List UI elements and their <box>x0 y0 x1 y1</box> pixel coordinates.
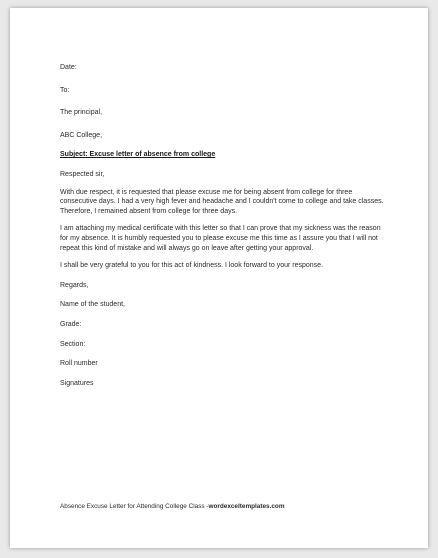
institution-line: ABC College, <box>60 131 103 139</box>
salutation: Respected sir, <box>60 170 105 178</box>
recipient-line: The principal, <box>60 109 103 117</box>
footer-site: wordexceltemplates.com <box>208 503 285 510</box>
page-footer <box>60 503 285 510</box>
paragraph-3: I shall be very grateful to you for this act of kindness. I look forward to your response. <box>60 262 324 270</box>
section-line: Section: <box>60 340 86 348</box>
document-page <box>10 8 428 548</box>
roll-number-line: Roll number <box>60 360 98 368</box>
closing-line: Regards, <box>60 281 89 289</box>
grade-line: Grade: <box>60 320 82 328</box>
footer-caption: Absence Excuse Letter for Attending College Class - <box>60 503 209 510</box>
letter-body <box>60 63 385 388</box>
date-line: Date: <box>60 64 77 71</box>
subject-line: Subject: Excuse letter of absence from college <box>60 151 216 159</box>
signatures-line: Signatures <box>60 379 94 387</box>
to-line: To: <box>60 86 70 94</box>
paragraph-2: I am attaching my medical certificate with this letter so that I can prove that my sickness was the reason for my absence. It is humbly requested you to please excuse me this time as I assure you that I will not repeat this kind of mistake and will always go on leave after getting your approval. <box>60 225 381 252</box>
student-name-line: Name of the student, <box>60 301 125 309</box>
paragraph-1: With due respect, it is requested that please excuse me for being absent from college for three consecutive days. I had a very high fever and headache and I couldn't come to college and take classes. Therefore, I remained absent from college for three days. <box>60 188 384 215</box>
